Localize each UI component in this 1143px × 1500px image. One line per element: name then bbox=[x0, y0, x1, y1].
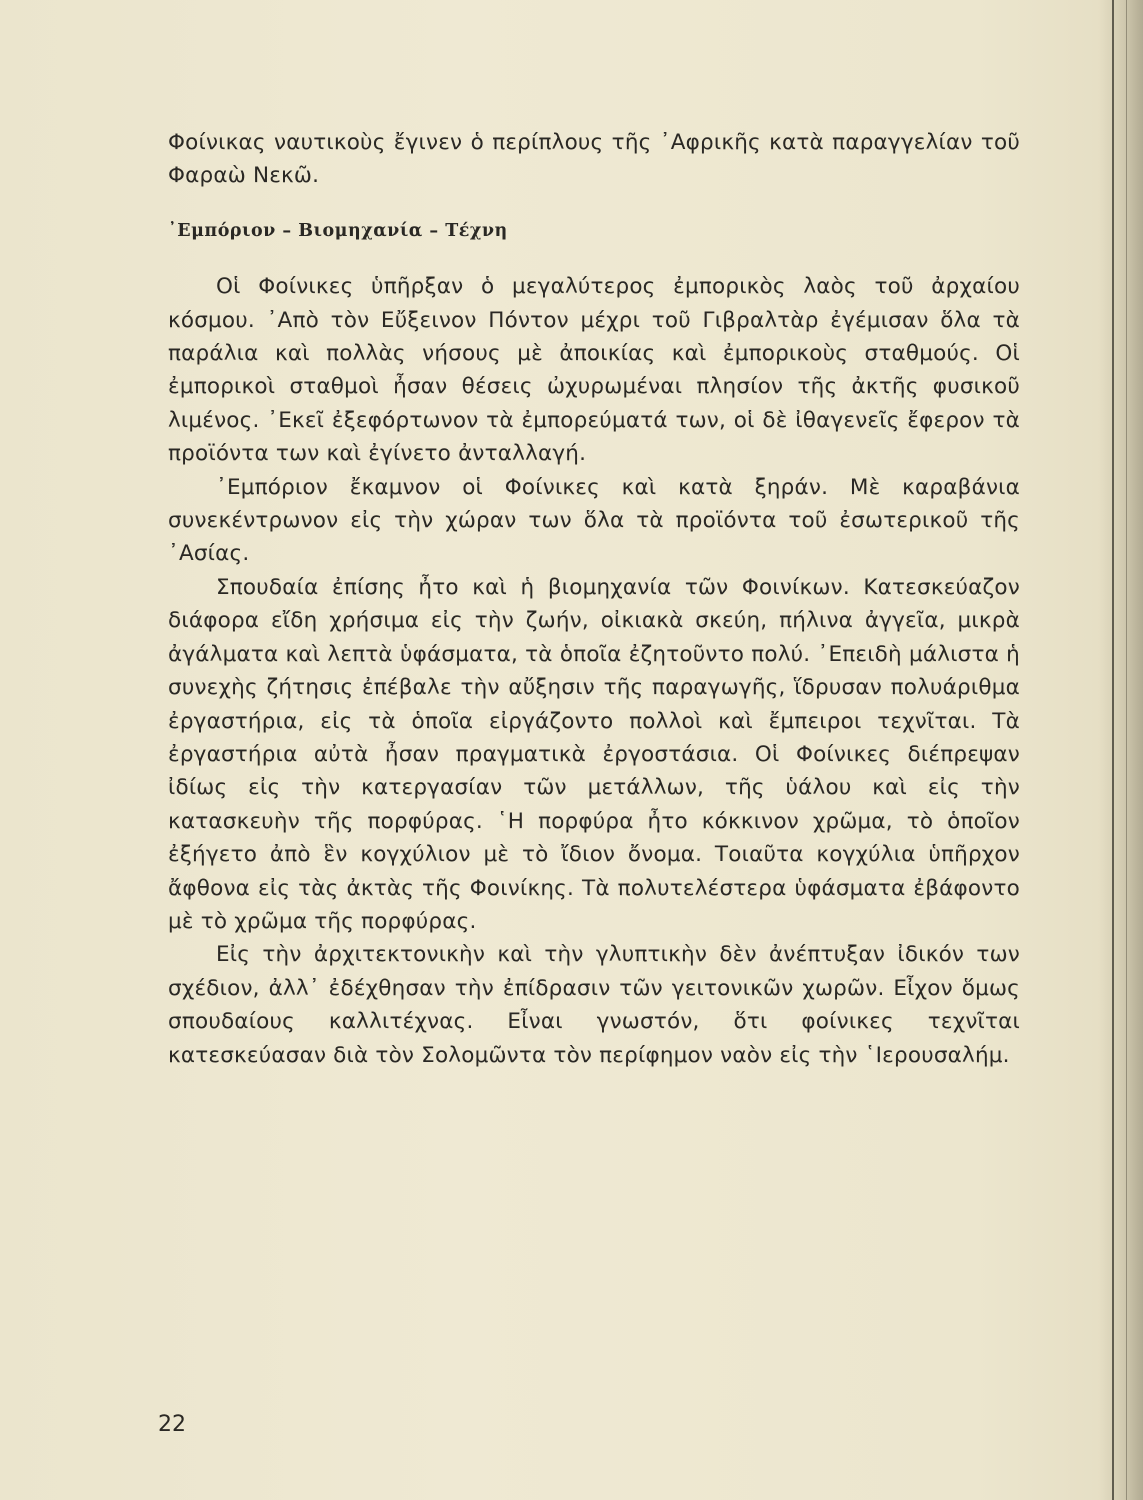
paragraph-art: Εἰς τὴν ἀρχιτεκτονικὴν καὶ τὴν γλυπτικὴν δὲν ἀνέπτυξαν ἰδικόν των σχέδιον, ἀλλ᾿ ἐδέχθησαν τὴν ἐπίδρασιν τῶν γειτονικῶν χωρῶν. Εἶχον ὅμως σπουδαίους καλλιτέχνας. Εἶναι γνωστόν, ὅτι φοίνικες τεχνῖται κατεσκεύασαν διὰ τὸν Σολομῶντα τὸν περίφημον ναὸν εἰς τὴν ῾Ιερουσαλήμ. bbox=[168, 942, 1020, 1068]
body-text bbox=[168, 126, 1020, 1072]
page-edge-line-outer bbox=[1126, 0, 1127, 1500]
paragraph-industry: Σπουδαία ἐπίσης ἦτο καὶ ἡ βιομηχανία τῶν Φοινίκων. Κατεσκεύαζον διάφορα εἴδη χρήσιμα εἰς τὴν ζωήν, οἰκιακὰ σκεύη, πήλινα ἀγγεῖα, μικρὰ ἀγάλματα καὶ λεπτὰ ὑφάσματα, τὰ ὁποῖα ἐζητοῦντο πολύ. ᾿Επειδὴ μάλιστα ἡ συνεχὴς ζήτησις ἐπέβαλε τὴν αὔξησιν τῆς παραγωγῆς, ἵδρυσαν πολυάριθμα ἐργαστήρια, εἰς τὰ ὁποῖα εἰργάζοντο πολλοὶ καὶ ἔμπειροι τεχνῖται. Τὰ ἐργαστήρια αὐτὰ ἦσαν πραγματικὰ ἐργοστάσια. Οἱ Φοίνικες διέπρεψαν ἰδίως εἰς τὴν κατεργασίαν τῶν μετάλλων, τῆς ὑάλου καὶ εἰς τὴν κατασκευὴν τῆς πορφύρας. ῾Η πορφύρα ἦτο κόκκινον χρῶμα, τὸ ὁποῖον ἐξήγετο ἀπὸ ἓν κογχύλιον μὲ τὸ ἴδιον ὄνομα. Τοιαῦτα κογχύλια ὑπῆρχον ἄφθονα εἰς τὰς ἀκτὰς τῆς Φοινίκης. Τὰ πολυτελέστερα ὑφάσματα ἐβάφοντο μὲ τὸ χρῶμα τῆς πορφύρας. bbox=[168, 574, 1020, 934]
binding-shadow bbox=[1099, 0, 1143, 1500]
paragraph-land-trade: ᾿Εμπόριον ἔκαμνον οἱ Φοίνικες καὶ κατὰ ξηράν. Μὲ καραβάνια συνεκέντρωνον εἰς τὴν χώραν των ὅλα τὰ προϊόντα τοῦ ἐσωτερικοῦ τῆς ᾿Ασίας. bbox=[168, 474, 1020, 567]
paragraph-trade: Οἱ Φοίνικες ὑπῆρξαν ὁ μεγαλύτερος ἐμπορικὸς λαὸς τοῦ ἀρχαίου κόσμου. ᾿Απὸ τὸν Εὔξεινον Πόντον μέχρι τοῦ Γιβραλτὰρ ἐγέμισαν ὅλα τὰ παράλια καὶ πολλὰς νήσους μὲ ἀποικίας καὶ ἐμπορικοὺς σταθμούς. Οἱ ἐμπορικοὶ σταθμοὶ ἦσαν θέσεις ὠχυρωμέναι πλησίον τῆς ἀκτῆς φυσικοῦ λιμένος. ᾿Εκεῖ ἐξεφόρτωνον τὰ ἐμπορεύματά των, οἱ δὲ ἰθαγενεῖς ἔφερον τὰ προϊόντα των καὶ ἐγίνετο ἀνταλλαγή. bbox=[168, 274, 1020, 467]
page-number: 22 bbox=[158, 1412, 186, 1437]
opening-paragraph: Φοίνικας ναυτικοὺς ἔγινεν ὁ περίπλους τῆς ᾿Αφρικῆς κατὰ παραγγελίαν τοῦ Φαραὼ Νεκῶ. bbox=[168, 130, 1020, 189]
section-heading: ᾿Εμπόριον – Βιομηχανία – Τέχνη bbox=[168, 220, 508, 241]
page-edge-line bbox=[1112, 0, 1114, 1500]
